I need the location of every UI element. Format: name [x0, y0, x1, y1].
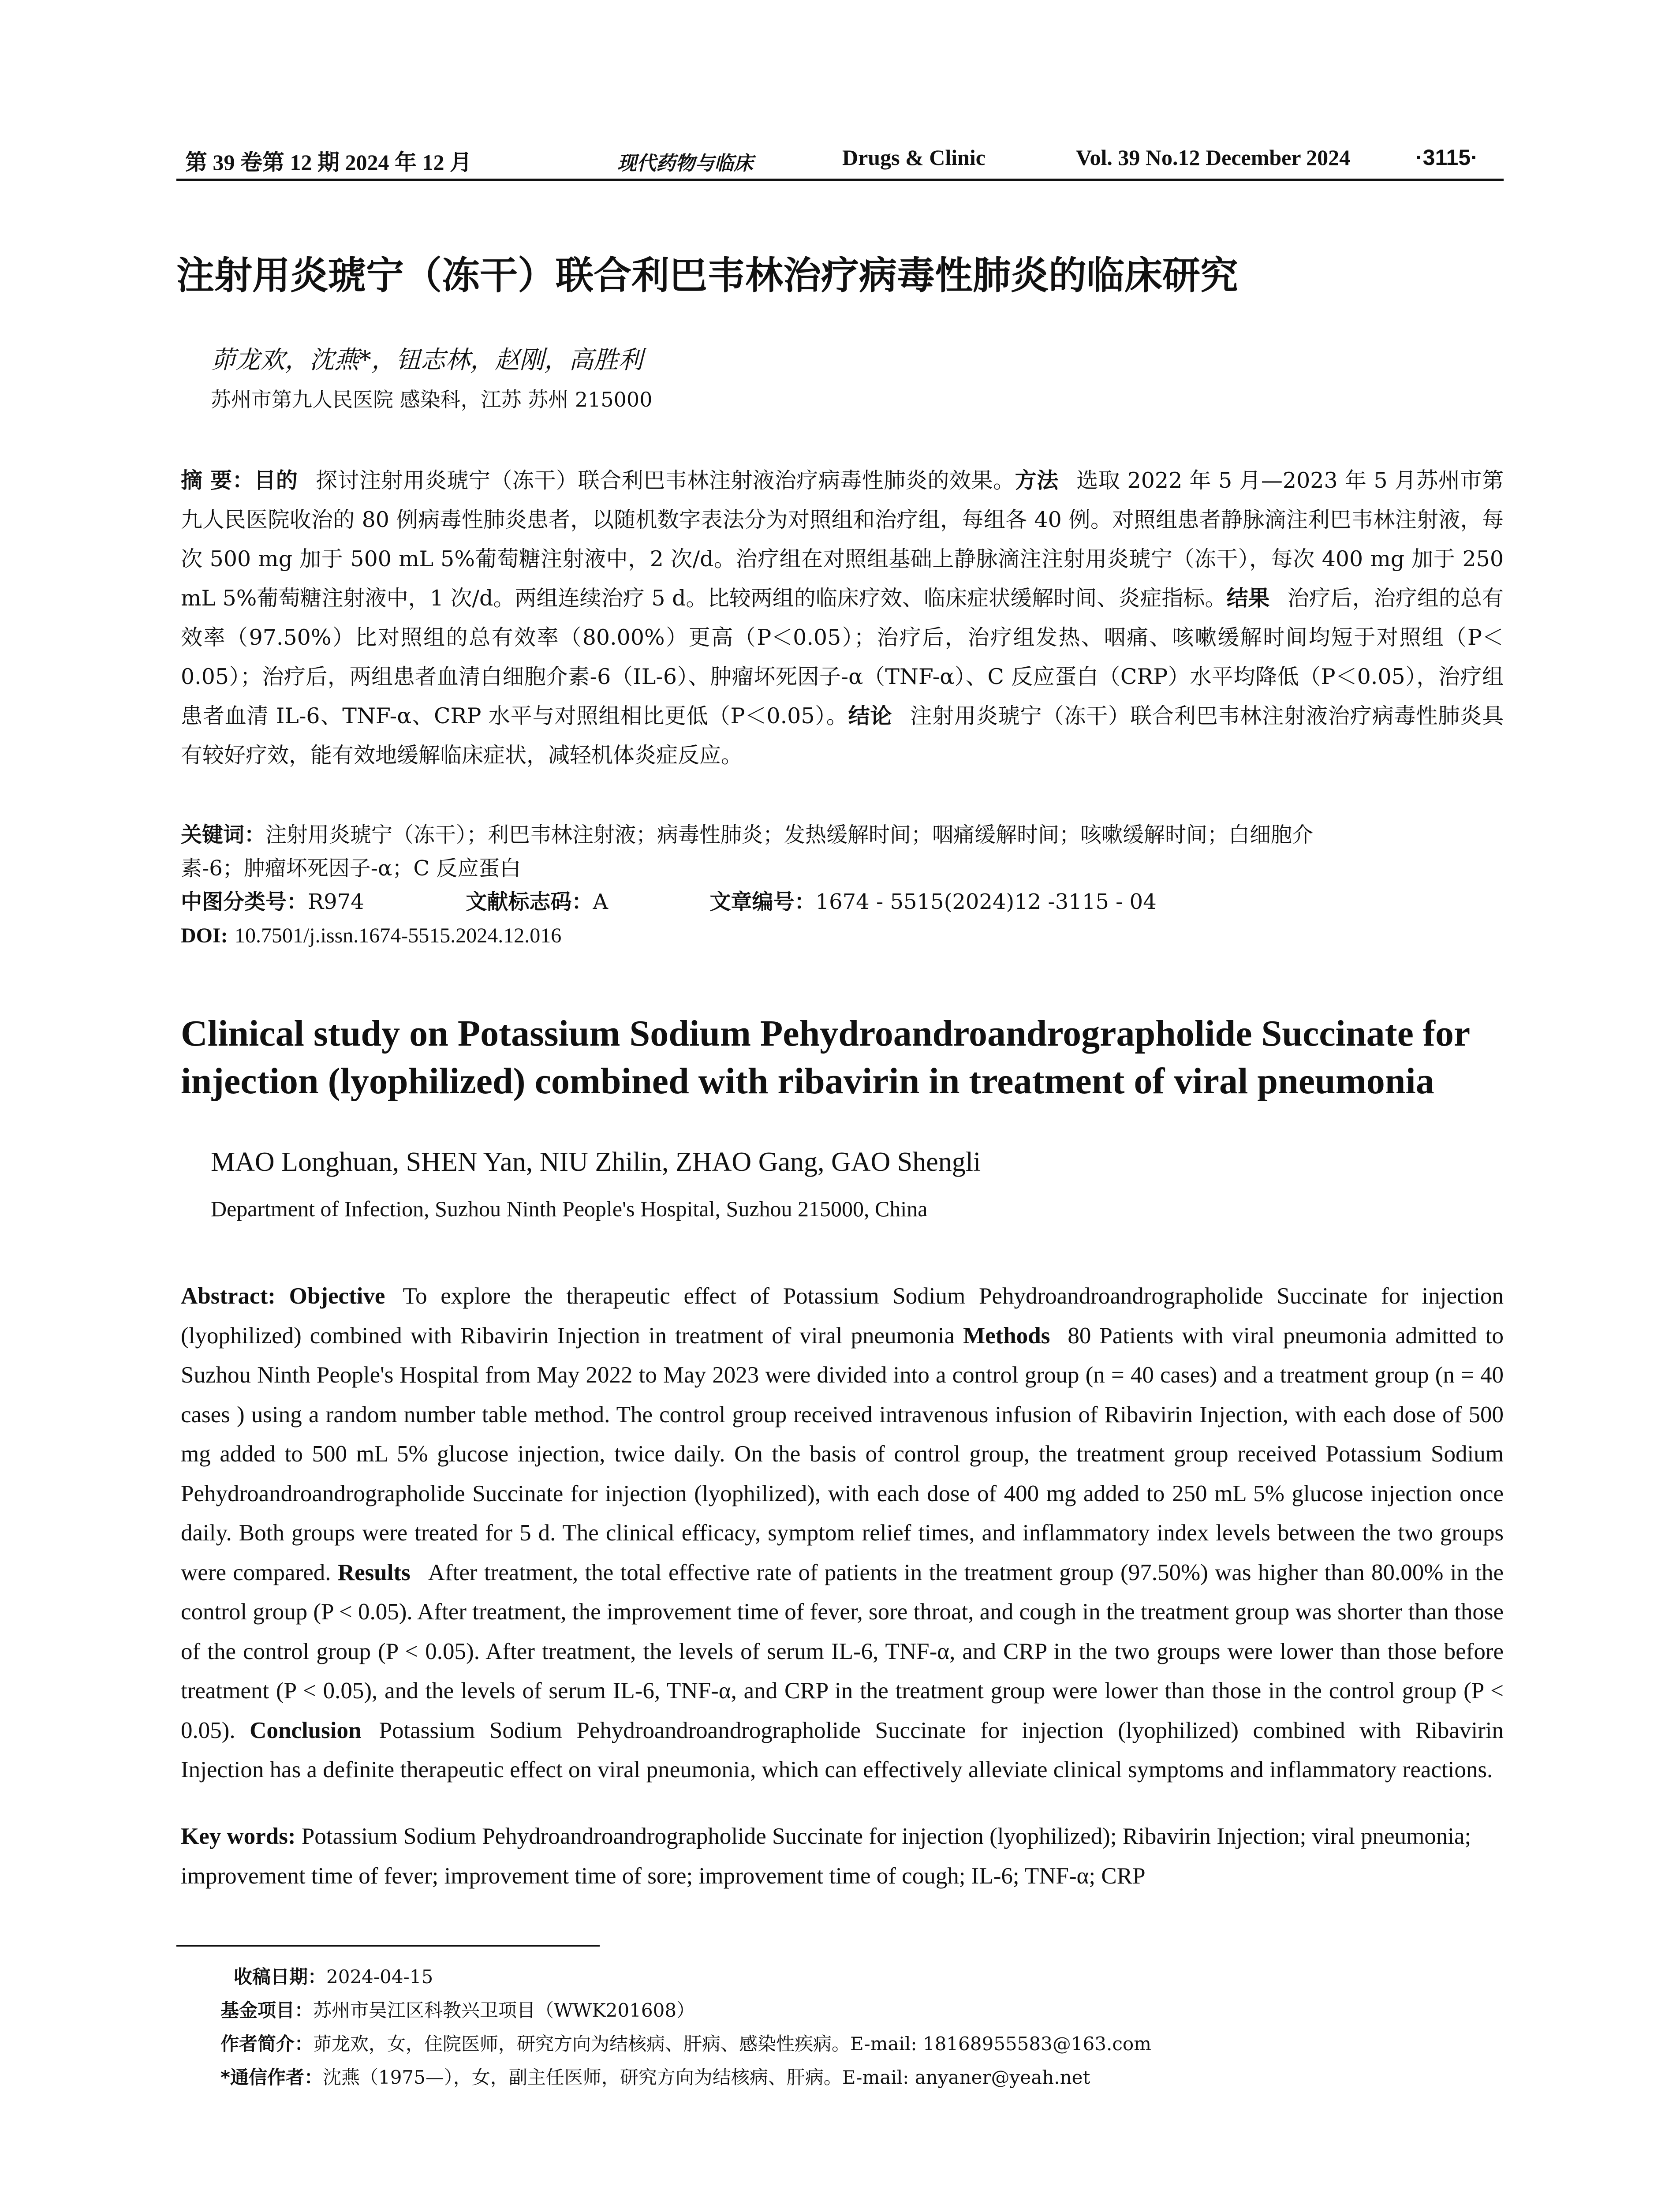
article-no-label: 文章编号： — [709, 889, 816, 914]
objective-label-cn: 目的 — [254, 468, 298, 493]
header-volume-en: Vol. 39 No.12 December 2024 — [1076, 145, 1351, 170]
corresponding-author-label: *通信作者： — [220, 2067, 323, 2088]
clc-label: 中图分类号： — [181, 889, 308, 914]
author-bio-label: 作者简介： — [220, 2033, 314, 2055]
received-date: 2024-04-15 — [326, 1966, 433, 1988]
doc-code-value: A — [593, 889, 608, 914]
corresponding-author-text: 沈燕（1975—），女，副主任医师，研究方向为结核病、肝病。E-mail: anyaner@yeah.net — [322, 2067, 1090, 2088]
article-no-value: 1674 - 5515(2024)12 -3115 - 04 — [815, 889, 1157, 914]
objective-text-en: To explore the therapeutic effect of Potassium Sodium Pehydroandroandrographolide Succinate for injection (lyophilized) combined with Ribavirin Injection in treatment of viral pneumonia — [181, 1283, 1504, 1349]
conclusion-text-en: Potassium Sodium Pehydroandroandrographolide Succinate for injection (lyophilized) combined with Ribavirin Injection has a definite therapeutic effect on viral pneumonia, which can effectively alleviate clinical symptoms and inflammatory reactions. — [181, 1717, 1504, 1783]
running-header — [176, 137, 1504, 181]
fund-label: 基金项目： — [220, 1999, 314, 2021]
footnote-divider — [176, 1945, 600, 1947]
doi-value: 10.7501/j.issn.1674-5515.2024.12.016 — [234, 924, 562, 947]
objective-text-cn: 探讨注射用炎琥宁（冻干）联合利巴韦林注射液治疗病毒性肺炎的效果。 — [315, 468, 1015, 493]
keywords-cn-line1: 注射用炎琥宁（冻干）；利巴韦林注射液；病毒性肺炎；发热缓解时间；咽痛缓解时间；咳嗽缓解时间；白细胞介 — [265, 822, 1314, 847]
english-affiliation: Department of Infection, Suzhou Ninth People's Hospital, Suzhou 215000, China — [211, 1196, 928, 1221]
english-abstract — [181, 1277, 1504, 1790]
received-label: 收稿日期： — [234, 1966, 327, 1988]
conclusion-label-en: Conclusion — [250, 1717, 362, 1743]
english-authors: MAO Longhuan, SHEN Yan, NIU Zhilin, ZHAO Gang, GAO Shengli — [211, 1147, 981, 1177]
header-volume-cn: 第 39 卷第 12 期 2024 年 12 月 — [185, 150, 472, 175]
keywords-label-en: Key words: — [181, 1824, 296, 1849]
header-journal-cn: 现代药物与临床 — [617, 152, 753, 175]
english-keywords — [181, 1817, 1504, 1896]
keywords-label-cn: 关键词： — [181, 822, 266, 847]
clc-value: R974 — [308, 889, 364, 914]
conclusion-text-cn: 注射用炎琥宁（冻干）联合利巴韦林注射液治疗病毒性肺炎具有较好疗效，能有效地缓解临床症状，减轻机体炎症反应。 — [181, 703, 1504, 768]
footnotes — [220, 1960, 1512, 2094]
methods-label-en: Methods — [963, 1323, 1050, 1349]
doc-code-label: 文献标志码： — [466, 889, 593, 914]
results-text-en: After treatment, the total effective rate of patients in the treatment group (97.50%) was higher than 80.00% in the control group (P < 0.05). After treatment, the improvement time of fever, sore throat, and cough in the treatment group was shorter than those of the control group (P < 0.05). After treatment, the levels of serum IL-6, TNF-α, and CRP in the two groups were lower than those before treatment (P < 0.05), and the levels of serum IL-6, TNF-α, and CRP in the treatment group were lower than those in the control group (P < 0.05). — [181, 1559, 1504, 1743]
results-text-cn: 治疗后，治疗组的总有效率（97.50%）比对照组的总有效率（80.00%）更高（P＜0.05）；治疗后，治疗组发热、咽痛、咳嗽缓解时间均短于对照组（P＜0.05）；治疗后，两组患者血清白细胞介素-6（IL-6）、肿瘤坏死因子-α（TNF-α）、C 反应蛋白（CRP）水平均降低（P＜0.05），治疗组患者血清 IL-6、TNF-α、CRP 水平与对照组相比更低（P＜0.05）。 — [181, 586, 1504, 729]
chinese-title: 注射用炎琥宁（冻干）联合利巴韦林治疗病毒性肺炎的临床研究 — [176, 254, 1238, 298]
header-journal-en: Drugs & Clinic — [842, 145, 986, 170]
results-label-en: Results — [337, 1559, 411, 1585]
methods-label-cn: 方法 — [1015, 468, 1059, 493]
keywords-cn-line2: 素-6；肿瘤坏死因子-α；C 反应蛋白 — [181, 856, 521, 881]
objective-label-en: Objective — [289, 1283, 385, 1309]
chinese-affiliation: 苏州市第九人民医院 感染科，江苏 苏州 215000 — [211, 388, 653, 411]
chinese-abstract — [181, 461, 1504, 775]
methods-text-en: 80 Patients with viral pneumonia admitted to Suzhou Ninth People's Hospital from May 2022 to May 2023 were divided into a control group (n = 40 cases) and a treatment group (n = 40 cases ) using a random number table method. The control group received intravenous infusion of Ribavirin Injection, with each dose of 500 mg added to 500 mL 5% glucose injection, twice daily. On the basis of control group, the treatment group received Potassium Sodium Pehydroandroandrographolide Succinate for injection (lyophilized), with each dose of 400 mg added to 250 mL 5% glucose injection once daily. Both groups were treated for 5 d. The clinical efficacy, symptom relief times, and inflammatory index levels between the two groups were compared. — [181, 1323, 1504, 1585]
results-label-cn: 结果 — [1226, 586, 1270, 611]
keywords-en: Potassium Sodium Pehydroandroandrographolide Succinate for injection (lyophilized); Ribavirin Injection; viral pneumonia; improvement time of fever; improvement time of sore; improvement time of cough; IL-6; TNF-α; CRP — [181, 1824, 1471, 1889]
author-bio-text: 茆龙欢，女，住院医师，研究方向为结核病、肝病、感染性疾病。E-mail: 18168955583@163.com — [313, 2033, 1151, 2055]
chinese-keywords — [181, 818, 1504, 953]
conclusion-label-cn: 结论 — [848, 703, 892, 729]
fund-text: 苏州市吴江区科教兴卫项目（WWK201608） — [313, 1999, 695, 2021]
abstract-label-en: Abstract: — [181, 1283, 276, 1309]
doi-label: DOI: — [181, 924, 228, 947]
abstract-label-cn: 摘 要： — [181, 468, 254, 493]
methods-text-cn: 选取 2022 年 5 月—2023 年 5 月苏州市第九人民医院收治的 80 例病毒性肺炎患者，以随机数字表法分为对照组和治疗组，每组各 40 例。对照组患者静脉滴注利巴韦林注射液，每次 500 mg 加于 500 mL 5%葡萄糖注射液中，2 次/d。治疗组在对照组基础上静脉滴注注射用炎琥宁（冻干），每次 400 mg 加于 250 mL 5%葡萄糖注射液中，1 次/d。两组连续治疗 5 d。比较两组的临床疗效、临床症状缓解时间、炎症指标。 — [181, 468, 1504, 611]
chinese-authors: 茆龙欢，沈燕*，钮志林，赵刚，高胜利 — [211, 346, 643, 374]
english-title: Clinical study on Potassium Sodium Pehydroandroandrographolide Succinate for injection (lyophilized) combined with ribavirin in treatment of viral pneumonia — [181, 1013, 1470, 1102]
header-page-number: ·3115· — [1415, 145, 1478, 170]
